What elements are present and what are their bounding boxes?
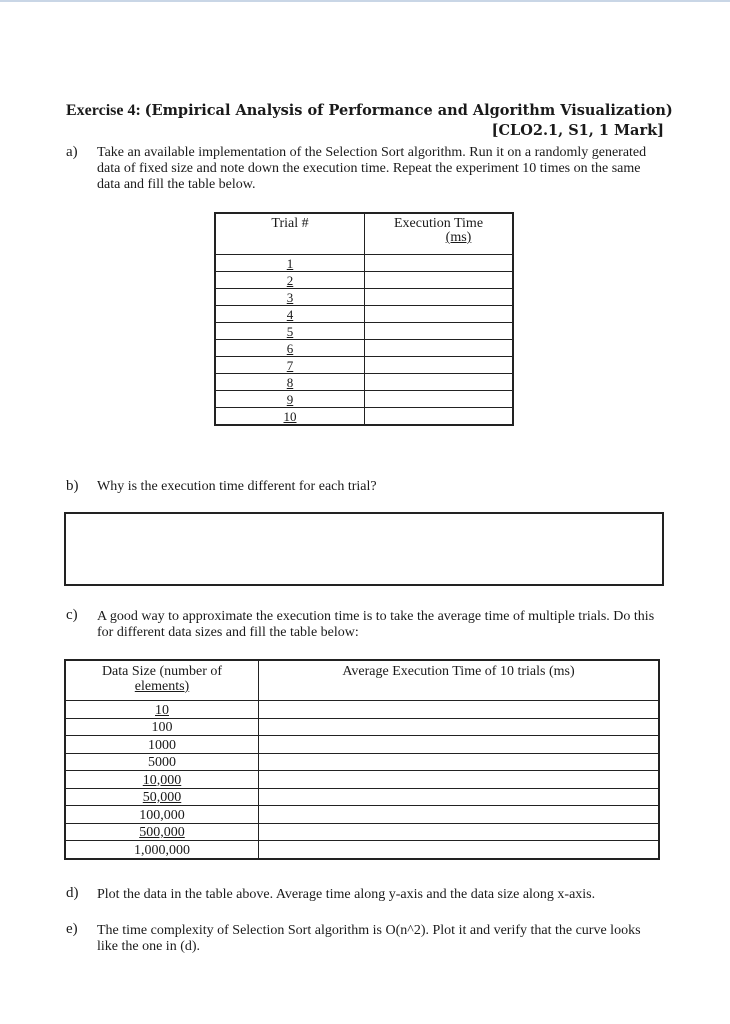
execution-time-cell[interactable] — [365, 340, 514, 357]
trial-number-cell: 6 — [215, 340, 365, 357]
average-time-cell[interactable] — [259, 718, 660, 736]
trial-number-cell: 3 — [215, 289, 365, 306]
table-row — [215, 306, 513, 323]
table-row — [65, 718, 659, 736]
average-time-cell[interactable] — [259, 771, 660, 789]
average-time-cell[interactable] — [259, 753, 660, 771]
part-c-text: A good way to approximate the execution time is to take the average time of multiple trials. Do this for different data sizes and fill the table below: — [97, 609, 655, 640]
data-size-header-line1: Data Size (number of — [101, 664, 223, 679]
trial-number-cell: 4 — [215, 306, 365, 323]
data-size-cell: 100,000 — [65, 806, 259, 824]
trial-number-cell: 10 — [215, 408, 365, 426]
trial-number-cell: 9 — [215, 391, 365, 408]
exercise-title-prefix: Exercise 4: — [66, 102, 141, 119]
table-row — [65, 753, 659, 771]
table-row — [65, 806, 659, 824]
trial-number-cell: 1 — [215, 255, 365, 272]
table-row — [65, 701, 659, 719]
exercise-title-main: (Empirical Analysis of Performance and Algorithm Visualization) — [144, 102, 673, 119]
execution-time-cell[interactable] — [365, 323, 514, 340]
trial-table — [214, 212, 514, 426]
trial-table-header — [215, 213, 513, 255]
data-size-cell: 50,000 — [65, 788, 259, 806]
table-row — [65, 788, 659, 806]
data-size-table — [64, 659, 660, 860]
trial-number-cell: 2 — [215, 272, 365, 289]
execution-time-cell[interactable] — [365, 391, 514, 408]
table-row — [215, 391, 513, 408]
data-size-cell: 10,000 — [65, 771, 259, 789]
table-row — [215, 323, 513, 340]
data-size-cell: 10 — [65, 701, 259, 719]
data-size-cell: 5000 — [65, 753, 259, 771]
part-b-text: Why is the execution time different for each trial? — [97, 479, 377, 494]
data-size-cell: 1000 — [65, 736, 259, 754]
execution-time-cell[interactable] — [365, 357, 514, 374]
average-time-cell[interactable] — [259, 841, 660, 859]
average-time-cell[interactable] — [259, 736, 660, 754]
table-row — [65, 771, 659, 789]
part-b-label: b) — [66, 478, 79, 494]
average-time-cell[interactable] — [259, 788, 660, 806]
part-c-label: c) — [66, 607, 78, 623]
data-size-cell: 1,000,000 — [65, 841, 259, 859]
average-time-cell[interactable] — [259, 701, 660, 719]
top-border-line — [0, 0, 730, 2]
average-time-header: Average Execution Time of 10 trials (ms) — [259, 660, 660, 701]
data-size-cell: 500,000 — [65, 823, 259, 841]
trial-number-cell: 8 — [215, 374, 365, 391]
execution-time-cell[interactable] — [365, 306, 514, 323]
execution-time-header — [365, 213, 514, 255]
trial-number-cell: 7 — [215, 357, 365, 374]
table-row — [215, 255, 513, 272]
part-a-label: a) — [66, 144, 78, 160]
execution-time-cell[interactable] — [365, 289, 514, 306]
data-size-header — [65, 660, 259, 701]
part-a-text: Take an available implementation of the Selection Sort algorithm. Run it on a randomly generated data of fixed size and note down the execution time. Repeat the experiment 10 times on the same data and fill the table below. — [97, 145, 647, 192]
table-row — [215, 340, 513, 357]
table-row — [65, 823, 659, 841]
table-row — [215, 289, 513, 306]
table-row — [215, 357, 513, 374]
table-row — [65, 841, 659, 859]
exercise-marks: [CLO2.1, S1, 1 Mark] — [491, 122, 664, 139]
execution-time-header-line2: (ms) — [445, 230, 472, 245]
part-e-text: The time complexity of Selection Sort algorithm is O(n^2). Plot it and verify that the curve looks like the one in (d). — [97, 923, 641, 954]
part-e-label: e) — [66, 921, 78, 937]
table-row — [65, 736, 659, 754]
data-size-cell: 100 — [65, 718, 259, 736]
table-row — [215, 374, 513, 391]
table-row — [215, 408, 513, 426]
execution-time-cell[interactable] — [365, 408, 514, 426]
execution-time-cell[interactable] — [365, 374, 514, 391]
trial-number-cell: 5 — [215, 323, 365, 340]
exercise-heading — [66, 102, 673, 120]
average-time-cell[interactable] — [259, 806, 660, 824]
part-d-label: d) — [66, 885, 79, 901]
part-d-text: Plot the data in the table above. Average time along y-axis and the data size along x-axis. — [97, 887, 596, 902]
part-b-answer-box[interactable] — [64, 512, 664, 586]
data-size-table-header — [65, 660, 659, 701]
execution-time-cell[interactable] — [365, 255, 514, 272]
average-time-cell[interactable] — [259, 823, 660, 841]
trial-number-header: Trial # — [215, 213, 365, 255]
data-size-header-line2: elements) — [134, 679, 190, 694]
execution-time-header-line1: Execution Time — [393, 216, 484, 231]
execution-time-cell[interactable] — [365, 272, 514, 289]
table-row — [215, 272, 513, 289]
